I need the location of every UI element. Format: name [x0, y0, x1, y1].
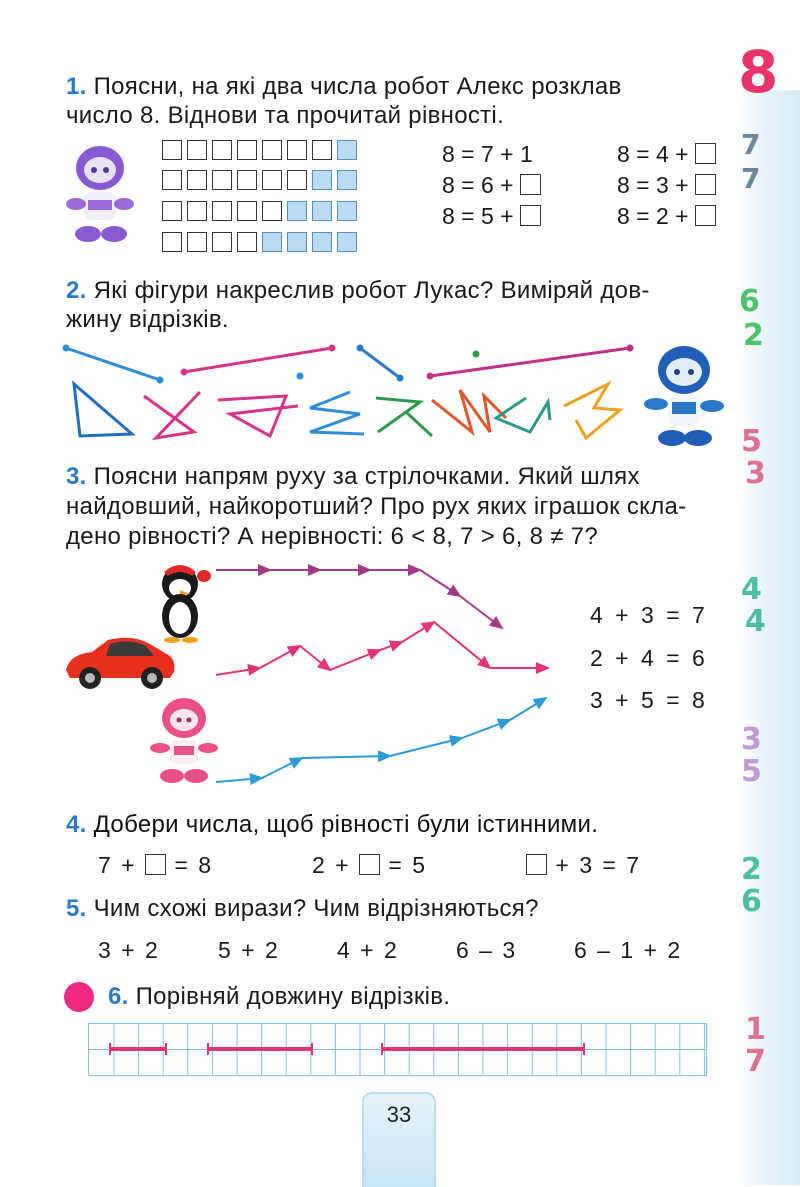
side-digit: 3: [741, 722, 762, 757]
task2-line1: 2. Які фігури накреслив робот Лукас? Виміряй дов-: [66, 277, 650, 304]
counting-cell: [287, 140, 307, 160]
task5-expr-3: 4 + 2: [337, 937, 399, 963]
task5-expr-2: 5 + 2: [218, 937, 280, 963]
figures-drawing: [60, 336, 660, 454]
task3-line3: дено рівності? А нерівності: 6 < 8, 7 > 6, 8 ≠ 7?: [66, 523, 598, 550]
task5-expr-1: 3 + 2: [98, 937, 160, 963]
task5-expr-5: 6 – 1 + 2: [574, 937, 683, 963]
side-digit: 7: [741, 128, 761, 161]
zigzag-shape: [144, 392, 200, 438]
task1-line1: 1. Поясни, на які два числа робот Алекс розклав: [66, 73, 622, 100]
task2-line2: жину відрізків.: [66, 306, 229, 333]
counting-cell: [162, 140, 182, 160]
counting-cell: [287, 170, 307, 190]
task5-expr-4: 6 – 3: [456, 937, 518, 963]
zigzag-shape: [432, 390, 506, 432]
counting-cell: [287, 232, 307, 252]
segment: [427, 345, 634, 380]
side-digit: 5: [741, 754, 762, 789]
side-digit: 4: [745, 604, 766, 639]
counting-cell: [237, 140, 257, 160]
penguin-path: [216, 570, 502, 628]
segment: [473, 351, 480, 358]
counting-cell: [162, 201, 182, 221]
side-digit: 2: [743, 318, 764, 353]
counting-cell: [162, 170, 182, 190]
grid-segments: [88, 1023, 708, 1077]
segment: [181, 345, 336, 376]
answer-box[interactable]: [145, 854, 166, 875]
side-digit: 7: [745, 1044, 766, 1079]
counting-cell: [187, 170, 207, 190]
answer-box[interactable]: [359, 854, 380, 875]
task1-eq-right-3: 8 = 2 +: [617, 203, 716, 230]
task1-eq-left-1: 8 = 7 + 1: [442, 141, 533, 167]
cell-row-4: [162, 232, 357, 252]
paths-drawing: [210, 560, 560, 790]
counting-cell: [162, 232, 182, 252]
task2-number: 2.: [66, 277, 87, 304]
side-digit: 4: [741, 572, 762, 607]
counting-cell: [212, 170, 232, 190]
zigzag-shape: [310, 392, 364, 434]
cell-row-3: [162, 201, 357, 221]
task3-eq-2: 2 + 4 = 6: [590, 645, 708, 671]
counting-cell: [237, 170, 257, 190]
page-number: 33: [386, 1102, 412, 1127]
side-digit: 7: [741, 162, 761, 195]
counting-cell: [212, 140, 232, 160]
task3-line2: найдовший, найкоротший? Про рух яких іграшок скла-: [66, 493, 687, 520]
task1-eq-right-1: 8 = 4 +: [617, 141, 716, 168]
segment: [297, 373, 304, 380]
counting-cell: [337, 140, 357, 160]
task4-number: 4.: [66, 811, 87, 838]
task3-eq-3: 3 + 5 = 8: [590, 687, 708, 713]
counting-cell: [262, 140, 282, 160]
task3-eq-1: 4 + 3 = 7: [590, 602, 708, 628]
answer-box[interactable]: [526, 854, 547, 875]
zigzag-shape: [218, 396, 298, 436]
answer-box[interactable]: [695, 174, 716, 195]
zigzag-shape: [376, 398, 432, 436]
counting-cell: [187, 140, 207, 160]
side-digit: 5: [741, 424, 762, 459]
triangle-shape: [74, 384, 132, 436]
side-digit: 2: [741, 852, 762, 887]
counting-cell: [262, 170, 282, 190]
purple-robot-icon: [58, 138, 140, 246]
task6-number: 6.: [108, 983, 129, 1010]
counting-cell: [337, 232, 357, 252]
segment: [63, 345, 164, 384]
side-digit: 3: [745, 456, 766, 491]
counting-cell: [312, 201, 332, 221]
task6-marker-dot: [64, 982, 94, 1012]
counting-cell: [212, 201, 232, 221]
answer-box[interactable]: [520, 205, 541, 226]
car-path: [216, 622, 548, 675]
counting-cell: [212, 232, 232, 252]
side-digit: 6: [739, 284, 760, 319]
counting-cell: [312, 232, 332, 252]
segment: [357, 345, 404, 382]
task4-eq-1: 7 + = 8: [98, 852, 214, 878]
counting-cell: [312, 140, 332, 160]
task1-eq-left-3: 8 = 5 +: [442, 203, 541, 230]
counting-cell: [262, 201, 282, 221]
answer-box[interactable]: [520, 174, 541, 195]
task1-eq-right-2: 8 = 3 +: [617, 172, 716, 199]
zigzag-shape: [564, 384, 620, 438]
counting-cell: [337, 170, 357, 190]
counting-cell: [237, 201, 257, 221]
counting-cell: [262, 232, 282, 252]
task4-eq-2: 2 + = 5: [312, 852, 428, 878]
counting-cell: [187, 232, 207, 252]
corner-digit: 8: [738, 38, 779, 106]
side-digit: 6: [741, 884, 762, 919]
side-digit: 1: [745, 1012, 766, 1047]
task4-eq-3: + 3 = 7: [526, 852, 641, 879]
counting-cell: [337, 201, 357, 221]
answer-box[interactable]: [695, 205, 716, 226]
task4-line: 4. Добери числа, щоб рівності були істинними.: [66, 811, 599, 838]
task1-eq-left-2: 8 = 6 +: [442, 172, 541, 199]
car-icon: [62, 632, 178, 694]
task3-number: 3.: [66, 463, 87, 490]
counting-cell: [187, 201, 207, 221]
task5-number: 5.: [66, 895, 87, 922]
task6-line: 6. Порівняй довжину відрізків.: [108, 983, 451, 1010]
cell-row-1: [162, 140, 357, 160]
task3-line1: 3. Поясни напрям руху за стрілочками. Який шлях: [66, 463, 640, 490]
robot-path: [216, 698, 546, 782]
answer-box[interactable]: [695, 143, 716, 164]
counting-cell: [312, 170, 332, 190]
task1-number: 1.: [66, 73, 87, 100]
counting-cell: [287, 201, 307, 221]
blue-robot-icon: [638, 340, 730, 448]
counting-cell: [237, 232, 257, 252]
page-number-tab: [362, 1092, 436, 1187]
cell-row-2: [162, 170, 357, 190]
task5-line: 5. Чим схожі вирази? Чим відрізняються?: [66, 895, 539, 922]
task1-line2: число 8. Віднови та прочитай рівності.: [66, 102, 505, 129]
